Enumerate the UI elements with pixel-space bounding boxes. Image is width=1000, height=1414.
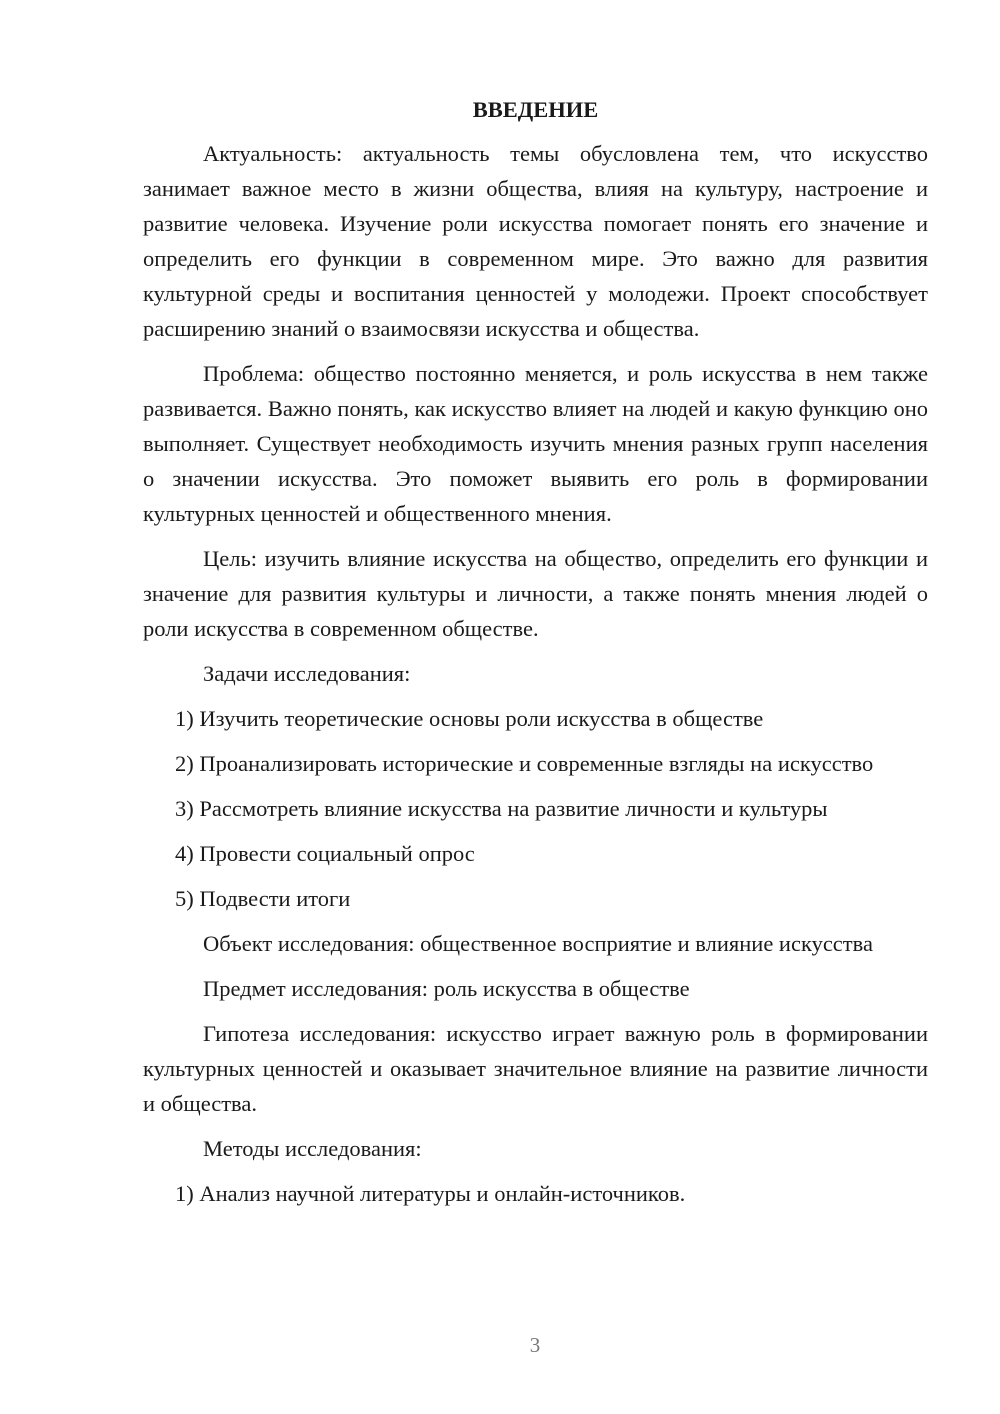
- tasks-heading: Задачи исследования:: [203, 661, 411, 686]
- method-item: 1) Анализ научной литературы и онлайн-источников.: [175, 1181, 686, 1206]
- problem-paragraph: Проблема: общество постоянно меняется, и роль искусства в нем также развивается. Важно понять, как искусство влияет на людей и какую функцию оно выполняет. Существует необходимость изучить мнения разных групп населения о значении искусства. Это поможет выявить его роль в формировании культурных ценностей и общественного мнения.: [143, 361, 928, 526]
- page-number: 3: [529, 1333, 541, 1357]
- task-item: 5) Подвести итоги: [175, 886, 351, 911]
- object-paragraph: Объект исследования: общественное восприятие и влияние искусства: [203, 931, 873, 956]
- goal-paragraph: Цель: изучить влияние искусства на общество, определить его функции и значение для развития культуры и личности, а также понять мнения людей о роли искусства в современном обществе.: [143, 546, 928, 641]
- task-item: 1) Изучить теоретические основы роли искусства в обществе: [175, 706, 764, 731]
- task-item: 4) Провести социальный опрос: [175, 841, 475, 866]
- methods-heading: Методы исследования:: [203, 1136, 422, 1161]
- subject-paragraph: Предмет исследования: роль искусства в обществе: [203, 976, 690, 1001]
- hypothesis-paragraph: Гипотеза исследования: искусство играет важную роль в формировании культурных ценностей и оказывает значительное влияние на развитие личности и общества.: [143, 1021, 928, 1116]
- document-page: [143, 90, 928, 1221]
- task-item: 2) Проанализировать исторические и современные взгляды на искусство: [175, 751, 874, 776]
- section-heading: ВВЕДЕНИЕ: [472, 97, 599, 122]
- relevance-paragraph: Актуальность: актуальность темы обусловлена тем, что искусство занимает важное место в жизни общества, влияя на культуру, настроение и развитие человека. Изучение роли искусства помогает понять его значение и определить его функции в современном мире. Это важно для развития культурной среды и воспитания ценностей у молодежи. Проект способствует расширению знаний о взаимосвязи искусства и общества.: [143, 141, 928, 341]
- task-item: 3) Рассмотреть влияние искусства на развитие личности и культуры: [175, 796, 828, 821]
